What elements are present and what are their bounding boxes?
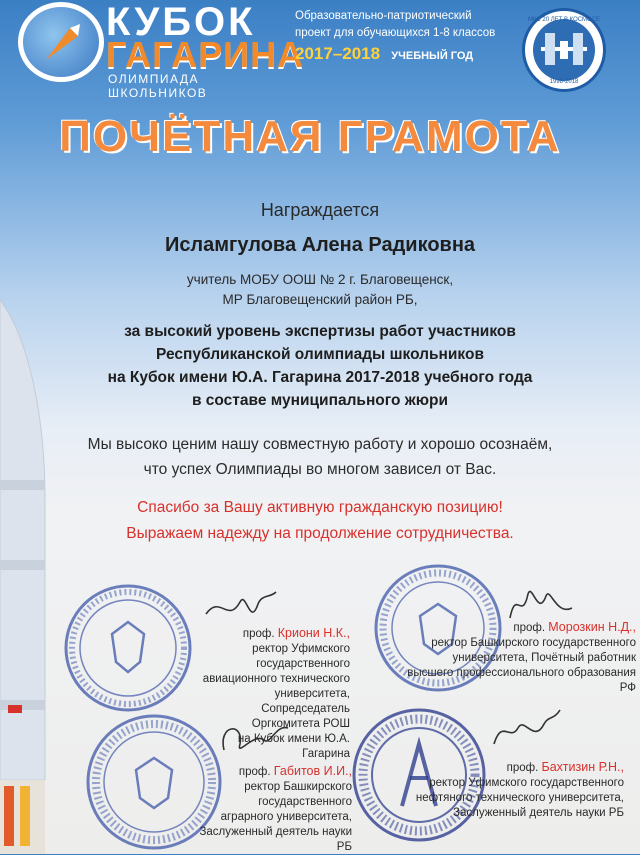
signatory-title-line: Сопредседатель Оргкомитета РОШ xyxy=(251,703,350,730)
badge-years: 1998-2018 xyxy=(549,79,579,85)
signatory-name: Криони Н.К., xyxy=(277,626,350,640)
recipient-name: Исламгулова Алена Радиковна xyxy=(164,234,476,256)
reason-line: за высокий уровень экспертизы работ участников xyxy=(124,323,516,340)
signatory-title-line: ректор Башкирского государственного xyxy=(431,637,636,649)
project-line-2: проект для обучающихся 1-8 классов xyxy=(295,27,496,39)
position-line: учитель МОБУ ООШ № 2 г. Благовещенск, xyxy=(186,272,454,287)
reason-line: Республиканской олимпиады школьников xyxy=(156,346,484,363)
signature-prefix: проф. xyxy=(242,628,275,640)
award-reason xyxy=(0,320,640,412)
project-year: 2017–2018 xyxy=(295,44,381,63)
recipient-position xyxy=(0,270,640,310)
reason-line: в составе муниципального жюри xyxy=(191,392,449,409)
signatory-title-line: на Кубок имени Ю.А. Гагарина xyxy=(237,733,350,760)
kubok-gagarina-logo xyxy=(10,0,305,100)
signatory-title-line: аграрного университета, xyxy=(220,811,352,823)
signature-bakhtizin xyxy=(488,704,564,754)
logo-subtitle: ОЛИМПИАДА ШКОЛЬНИКОВ xyxy=(108,72,208,100)
signatory-title-line: авиационного технического университета, xyxy=(202,673,350,700)
signatory-name: Бахтизин Р.Н., xyxy=(541,760,624,774)
reason-line: на Кубок имени Ю.А. Гагарина 2017-2018 учебного года xyxy=(107,369,533,386)
project-description xyxy=(295,8,515,65)
signatory-title-line: университета, Почётный работник xyxy=(452,652,636,664)
signatory-name: Габитов И.И., xyxy=(273,764,352,778)
signatory-title-line: ректор Башкирского государственного xyxy=(244,781,352,808)
certificate-title: ПОЧЁТНАЯ ГРАМОТА xyxy=(59,112,561,161)
closing-line: Спасибо за Вашу активную гражданскую позицию! xyxy=(137,499,503,516)
awarded-label: Награждается xyxy=(260,200,380,220)
signature-prefix: проф. xyxy=(506,762,539,774)
signature-prefix: проф. xyxy=(513,622,546,634)
project-line-1: Образовательно-патриотический xyxy=(295,10,472,22)
logo-title-line-1: КУБОК xyxy=(106,0,256,44)
rocket-icon xyxy=(40,20,86,66)
thanks-line: Мы высоко ценим нашу совместную работу и хорошо осознаём, xyxy=(87,436,553,453)
stamp-ugatu xyxy=(62,582,194,714)
signatory-title-line: Заслуженный деятель науки РБ xyxy=(453,807,624,819)
signature-prefix: проф. xyxy=(238,766,271,778)
closing-line: Выражаем надежду на продолжение сотрудничества. xyxy=(126,525,514,542)
logo-title-line-2: ГАГАРИНА xyxy=(106,34,305,75)
thanks-message xyxy=(0,432,640,482)
signature-block-gabitov xyxy=(192,764,352,855)
signatory-name: Морозкин Н.Д., xyxy=(548,620,636,634)
signatory-title-line: ректор Уфимского государственного xyxy=(429,777,624,789)
thanks-line: что успех Олимпиады во многом зависел от Вас. xyxy=(143,461,497,478)
signatory-title-line: Заслуженный деятель науки РБ xyxy=(199,826,352,853)
signatory-title-line: нефтяного технического университета, xyxy=(415,792,624,804)
iss-station-icon xyxy=(533,19,595,81)
signature-block-bakhtizin xyxy=(400,760,624,821)
position-line: МР Благовещенский район РБ, xyxy=(222,292,418,307)
signature-block-morozkin xyxy=(400,620,636,696)
iss-anniversary-badge xyxy=(522,8,606,92)
project-year-suffix: УЧЕБНЫЙ ГОД xyxy=(391,50,474,62)
badge-text: МКС 20 ЛЕТ В КОСМОСЕ xyxy=(527,17,601,23)
signatory-title-line: высшего профессионального образования РФ xyxy=(407,667,636,694)
closing-message xyxy=(0,495,640,547)
signature-block-krioni xyxy=(190,626,350,762)
signatory-title-line: ректор Уфимского государственного xyxy=(252,643,350,670)
